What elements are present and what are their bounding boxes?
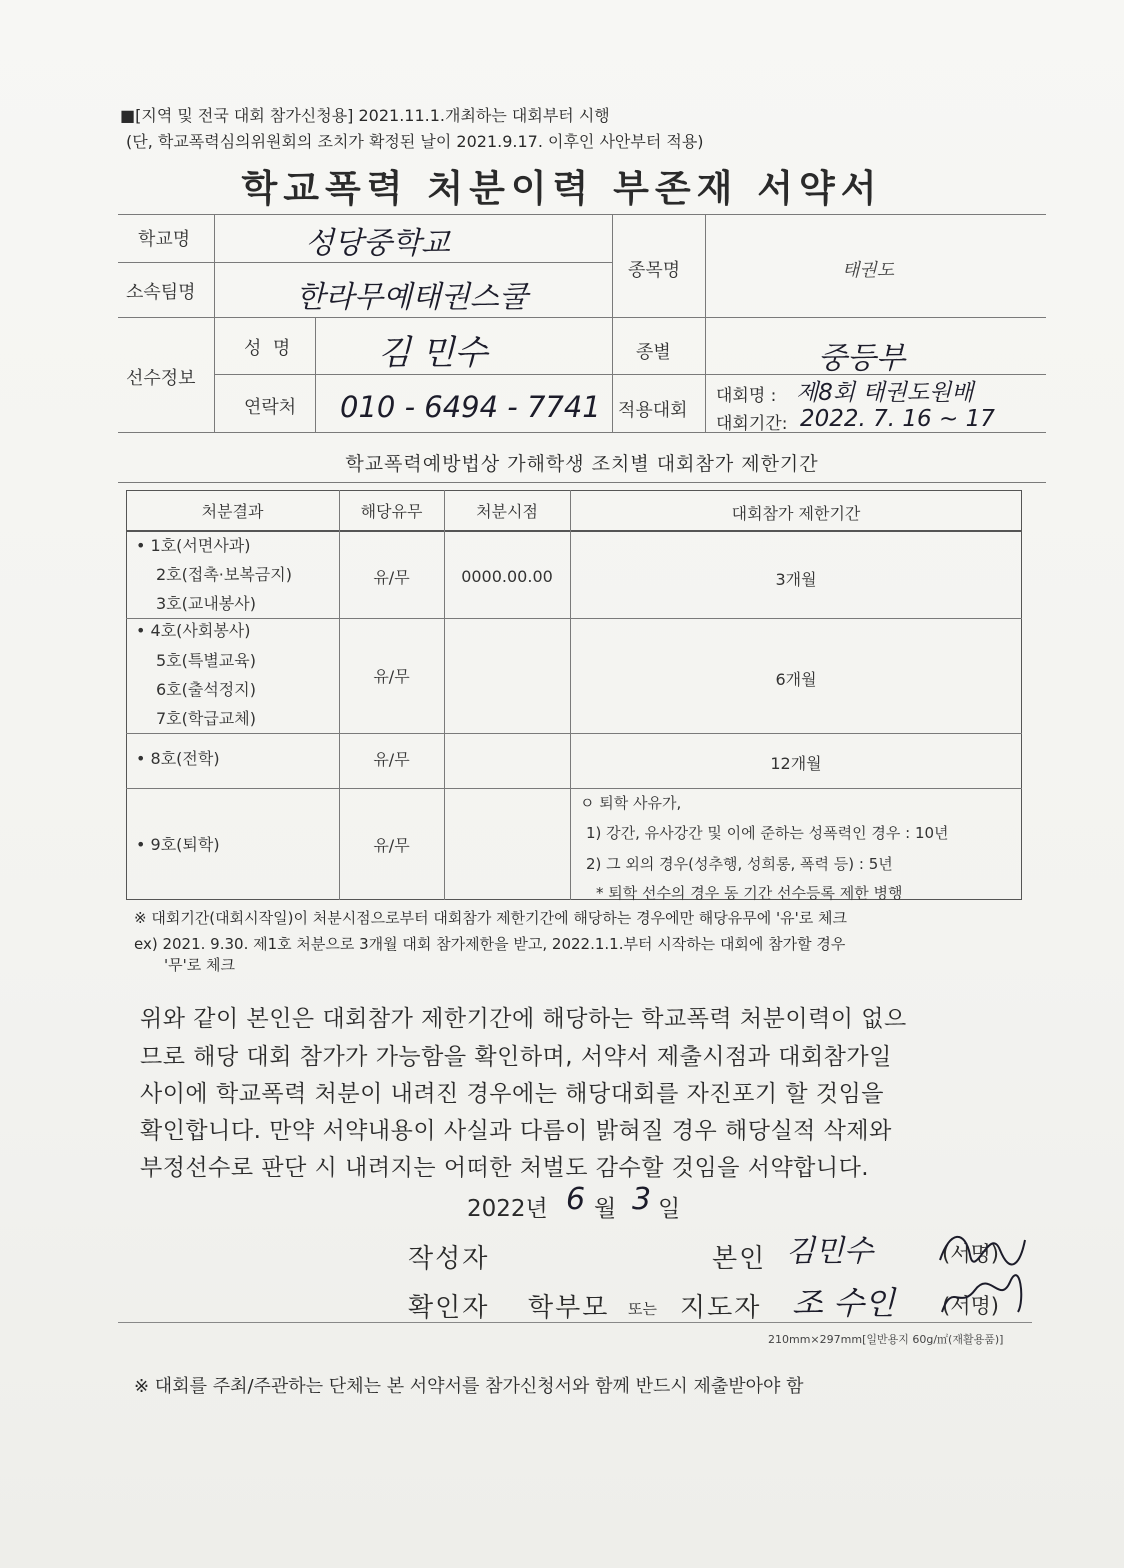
table-col-divider xyxy=(444,490,445,900)
coach-signature-name: 조 수인 xyxy=(792,1284,895,1322)
contact-label: 연락처 xyxy=(244,397,297,418)
table-cell: 유/무 xyxy=(373,667,410,686)
competition-label: 적용대회 xyxy=(618,400,688,421)
footer-note: ※ 대회를 주최/주관하는 단체는 본 서약서를 참가신청서와 함께 반드시 제출받아야 함 xyxy=(134,1376,804,1397)
self-seal: (서명) xyxy=(942,1242,999,1266)
self-signature-name: 김민수 xyxy=(786,1234,873,1269)
table-cell: 6호(출석정지) xyxy=(156,680,256,699)
table-cell: 유/무 xyxy=(373,836,410,855)
coach-signature-scribble-icon xyxy=(930,1270,1030,1325)
confirmer-label: 확인자 xyxy=(408,1293,490,1323)
body-line: 위와 같이 본인은 대회참가 제한기간에 해당하는 학교폭력 처분이력이 없으 xyxy=(140,1006,907,1032)
divider xyxy=(315,317,316,432)
date-month-label: 월 xyxy=(594,1196,617,1222)
table-header: 처분시점 xyxy=(476,502,538,521)
table-cell: 6개월 xyxy=(775,670,817,689)
table-cell: 유/무 xyxy=(373,750,410,769)
table-cell: • 4호(사회봉사) xyxy=(136,621,251,640)
header-notice: ■[지역 및 전국 대회 참가신청용] 2021.11.1.개최하는 대회부터 시행 xyxy=(120,106,610,125)
event-value: 태권도 xyxy=(842,260,895,281)
divider xyxy=(118,1322,1032,1323)
divider xyxy=(612,214,613,432)
writer-label: 작성자 xyxy=(408,1244,490,1274)
table-cell: 2호(접촉·보복금지) xyxy=(156,565,292,584)
date-day: 3 xyxy=(632,1182,652,1217)
comp-period-value: 2022. 7. 16 ~ 17 xyxy=(800,406,995,432)
table-header: 해당유무 xyxy=(360,502,423,521)
table-cell: 7호(학급교체) xyxy=(156,709,256,728)
comp-name-value: 제8회 태권도원배 xyxy=(796,380,974,406)
section-title: 학교폭력예방법상 가해학생 조치별 대회참가 제한기간 xyxy=(345,453,819,475)
table-row-divider xyxy=(126,618,1022,619)
table-cell: • 8호(전학) xyxy=(136,749,220,768)
divider xyxy=(118,482,1046,483)
divider xyxy=(118,432,1046,433)
table-header: 대회참가 제한기간 xyxy=(731,504,861,523)
table-cell: 5호(특별교육) xyxy=(156,651,256,670)
divider xyxy=(214,214,215,432)
contact-value: 010 - 6494 - 7741 xyxy=(340,390,601,424)
or-label: 또는 xyxy=(628,1300,657,1318)
player-info-label: 선수정보 xyxy=(126,368,196,389)
table-header: 처분결과 xyxy=(201,502,264,521)
divider xyxy=(118,214,1046,215)
divider xyxy=(705,214,706,432)
table-cell: 2) 그 외의 경우(성추행, 성희롱, 폭력 등) : 5년 xyxy=(586,855,893,873)
table-col-divider xyxy=(570,490,571,900)
name-label: 성 명 xyxy=(244,338,291,359)
table-cell: • 1호(서면사과) xyxy=(136,536,251,555)
coach-seal: (서명) xyxy=(942,1294,999,1318)
event-label: 종목명 xyxy=(628,260,681,281)
body-line: 확인합니다. 만약 서약내용이 사실과 다름이 밝혀질 경우 해당실적 삭제와 xyxy=(140,1118,892,1144)
school-value: 성당중학교 xyxy=(305,226,450,261)
paper-spec: 210mm×297mm[일반용지 60g/㎡(재활용품)] xyxy=(768,1333,1004,1346)
table-cell: 0000.00.00 xyxy=(461,567,553,586)
division-value: 중등부 xyxy=(818,341,905,376)
date-year: 2022년 xyxy=(467,1196,548,1222)
table-row-divider xyxy=(126,788,1022,789)
name-value: 김 민수 xyxy=(378,333,488,373)
table-cell: 3호(교내봉사) xyxy=(156,594,256,613)
body-line: 므로 해당 대회 참가가 가능함을 확인하며, 서약서 제출시점과 대회참가일 xyxy=(140,1044,892,1070)
table-cell: • 9호(퇴학) xyxy=(136,835,220,854)
date-month: 6 xyxy=(566,1182,586,1217)
comp-name-label: 대회명 : xyxy=(716,386,777,406)
table-cell: 12개월 xyxy=(770,754,822,773)
header-subnotice: (단, 학교폭력심의위원회의 조치가 확정된 날이 2021.9.17. 이후인 사안부터 적용) xyxy=(126,132,704,151)
coach-label: 지도자 xyxy=(680,1293,762,1323)
divider xyxy=(118,317,1046,318)
table-cell: * 퇴학 선수의 경우 동 기간 선수등록 제한 병행 xyxy=(596,884,903,902)
table-cell: 3개월 xyxy=(775,570,817,589)
table-row-divider xyxy=(126,733,1022,734)
team-label: 소속팀명 xyxy=(126,282,196,303)
table-cell: ㅇ 퇴학 사유가, xyxy=(580,794,682,812)
table-cell: 1) 강간, 유사강간 및 이에 준하는 성폭력인 경우 : 10년 xyxy=(586,824,949,842)
note-3: '무'로 체크 xyxy=(164,956,235,974)
table-cell: 유/무 xyxy=(373,568,410,587)
comp-period-label: 대회기간: xyxy=(716,414,788,434)
division-label: 종별 xyxy=(636,342,671,363)
page-title: 학교폭력 처분이력 부존재 서약서 xyxy=(241,167,883,210)
self-label: 본인 xyxy=(712,1244,767,1274)
team-value: 한라무예태권스쿨 xyxy=(296,280,528,315)
note-1: ※ 대회기간(대회시작일)이 처분시점으로부터 대회참가 제한기간에 해당하는 경우에만 해당유무에 '유'로 체크 xyxy=(134,909,847,927)
body-line: 부정선수로 판단 시 내려지는 어떠한 처벌도 감수할 것임을 서약합니다. xyxy=(140,1155,870,1181)
body-line: 사이에 학교폭력 처분이 내려진 경우에는 해당대회를 자진포기 할 것임을 xyxy=(140,1081,885,1107)
date-day-label: 일 xyxy=(658,1196,681,1222)
parent-label: 학부모 xyxy=(528,1293,610,1323)
note-2: ex) 2021. 9.30. 제1호 처분으로 3개월 대회 참가제한을 받고, 2022.1.1.부터 시작하는 대회에 참가할 경우 xyxy=(134,935,846,953)
table-header-divider xyxy=(126,530,1022,532)
divider xyxy=(118,262,612,263)
school-label: 학교명 xyxy=(138,229,191,250)
